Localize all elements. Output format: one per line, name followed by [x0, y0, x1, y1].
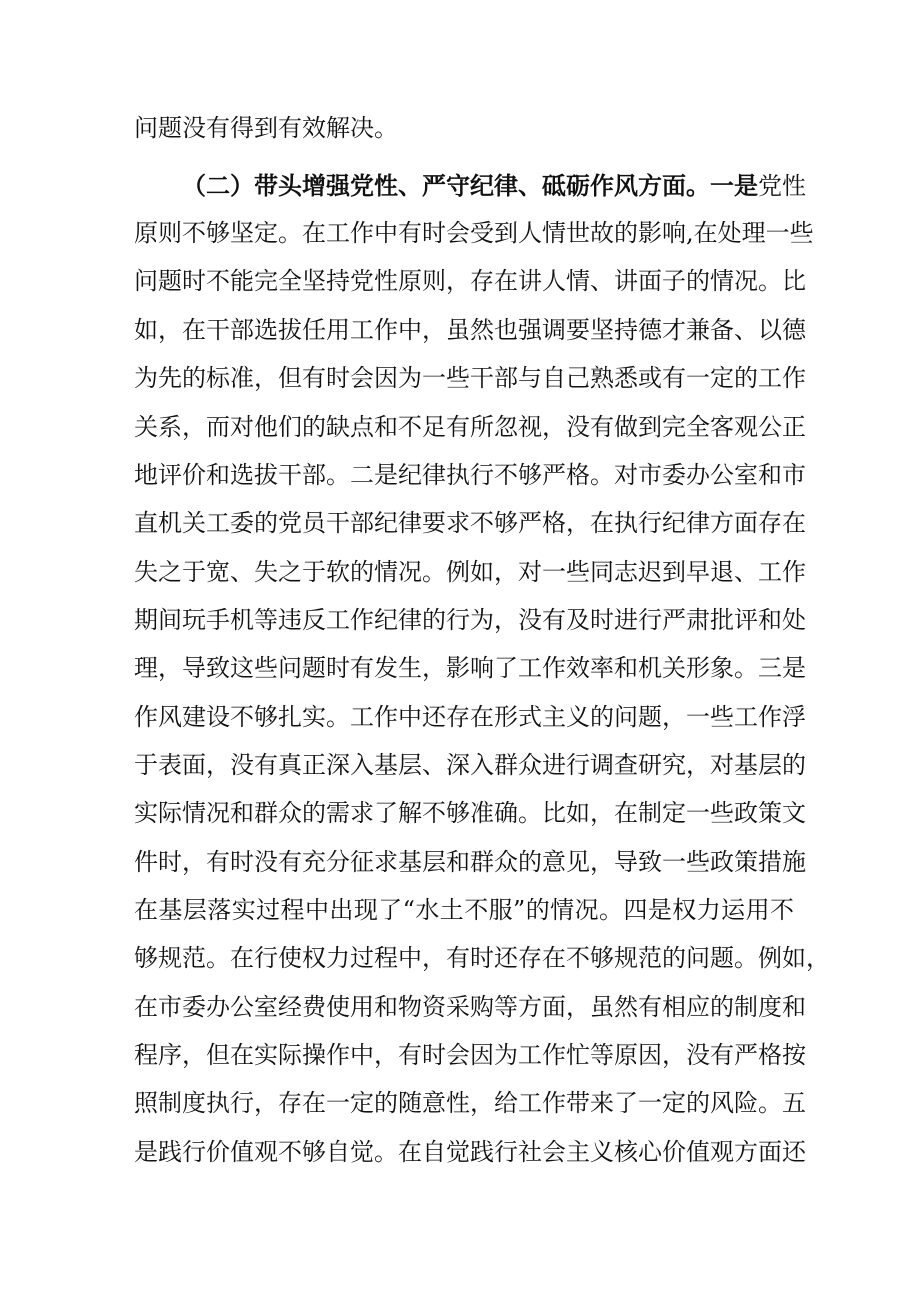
text-line-17: 在基层落实过程中出现了“水土不服”的情况。四是权力运用不 [134, 896, 794, 924]
text-line-8: 地评价和选拔干部。二是纪律执行不够严格。对市委办公室和市 [134, 461, 806, 489]
text-line-9: 直机关工委的党员干部纪律要求不够严格，在执行纪律方面存在 [134, 509, 806, 537]
text-line-19: 在市委办公室经费使用和物资采购等方面，虽然有相应的制度和 [134, 993, 806, 1021]
text-line-4: 问题时不能完全坚持党性原则，存在讲人情、讲面子的情况。比 [134, 267, 806, 295]
text-line-14: 于表面，没有真正深入基层、深入群众进行调查研究，对基层的 [134, 751, 806, 779]
text-line-22: 是践行价值观不够自觉。在自觉践行社会主义核心价值观方面还 [134, 1138, 806, 1166]
text-line-13: 作风建设不够扎实。工作中还存在形式主义的问题，一些工作浮 [134, 703, 806, 731]
section-heading: （二）带头增强党性、严守纪律、砥砺作风方面。一是 [182, 171, 758, 200]
text-line-20: 程序，但在实际操作中，有时会因为工作忙等原因，没有严格按 [134, 1041, 806, 1069]
text-line-3: 原则不够坚定。在工作中有时会受到人情世故的影响,在处理一些 [134, 219, 814, 247]
section-heading-rest: 党性 [758, 172, 806, 200]
text-line-21: 照制度执行，存在一定的随意性，给工作带来了一定的风险。五 [134, 1089, 806, 1117]
text-line-15: 实际情况和群众的需求了解不够准确。比如，在制定一些政策文 [134, 799, 806, 827]
text-line-16: 件时，有时没有充分征求基层和群众的意见，导致一些政策措施 [134, 848, 806, 876]
text-line-6: 为先的标准，但有时会因为一些干部与自己熟悉或有一定的工作 [134, 364, 806, 392]
section-heading-line [182, 166, 806, 206]
text-line-10: 失之于宽、失之于软的情况。例如，对一些同志迟到早退、工作 [134, 558, 806, 586]
text-line-5: 如，在干部选拔任用工作中，虽然也强调要坚持德才兼备、以德 [134, 316, 806, 344]
text-line-1: 问题没有得到有效解决。 [134, 114, 398, 142]
text-line-7: 关系，而对他们的缺点和不足有所忽视，没有做到完全客观公正 [134, 413, 806, 441]
text-line-11: 期间玩手机等违反工作纪律的行为，没有及时进行严肃批评和处 [134, 606, 806, 634]
text-line-12: 理，导致这些问题时有发生，影响了工作效率和机关形象。三是 [134, 654, 806, 682]
text-line-18: 够规范。在行使权力过程中，有时还存在不够规范的问题。例如， [134, 944, 830, 972]
